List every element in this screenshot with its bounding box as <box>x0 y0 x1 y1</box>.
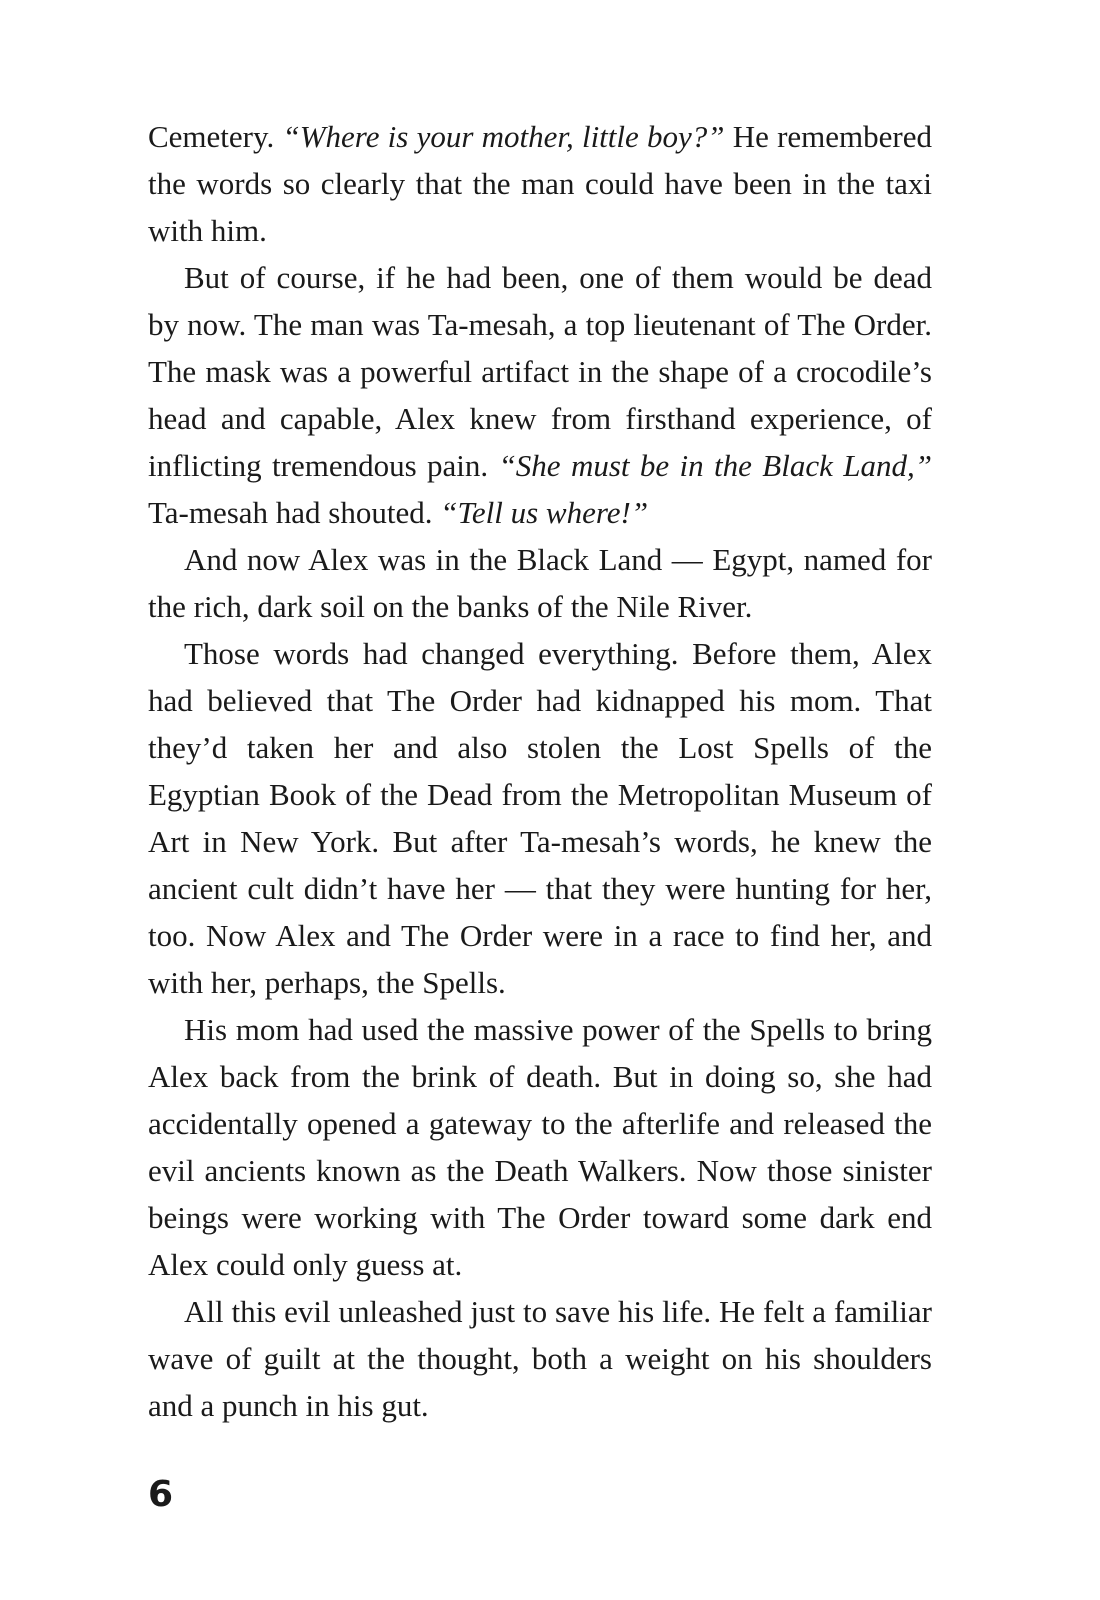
paragraph-1-text-a: Cemetery. <box>148 119 283 154</box>
page-number: 6 <box>148 1474 174 1515</box>
paragraph-3: And now Alex was in the Black Land — Egypt, named for the rich, dark soil on the banks of the Nile River. <box>148 542 932 624</box>
paragraph-1 <box>148 113 932 254</box>
paragraph-2-quote-b: “Tell us where!” <box>440 495 649 530</box>
paragraph-2-text-b: Ta-mesah had shouted. <box>148 495 441 530</box>
paragraph-2 <box>148 254 932 536</box>
body-text <box>148 113 932 1429</box>
paragraph-5: His mom had used the massive power of the Spells to bring Alex back from the brink of death. But in doing so, she had accidentally opened a gateway to the afterlife and released the evil ancients known as the Death Walkers. Now those sinister beings were working with The Order toward some dark end Alex could only guess at. <box>148 1012 932 1282</box>
paragraph-1-text-b: He remembered the words so clearly that the man could have been in the taxi with him. <box>148 119 932 248</box>
paragraph-2-quote-a: “She must be in the Black Land,” <box>498 448 932 483</box>
paragraph-2-text-a: But of course, if he had been, one of them would be dead by now. The man was Ta-mesah, a top lieutenant of The Order. The mask was a powerful artifact in the shape of a crocodile’s head and capable, Alex knew from firsthand experience, of inflicting tremendous pain. <box>148 260 932 483</box>
paragraph-6: All this evil unleashed just to save his life. He felt a familiar wave of guilt at the thought, both a weight on his shoulders and a punch in his gut. <box>148 1294 932 1423</box>
paragraph-1-quote: “Where is your mother, little boy?” <box>282 119 725 154</box>
paragraph-4: Those words had changed everything. Before them, Alex had believed that The Order had kidnapped his mom. That they’d taken her and also stolen the Lost Spells of the Egyptian Book of the Dead from the Metropolitan Museum of Art in New York. But after Ta-mesah’s words, he knew the ancient cult didn’t have her — that they were hunting for her, too. Now Alex and The Order were in a race to find her, and with her, perhaps, the Spells. <box>148 636 932 1000</box>
